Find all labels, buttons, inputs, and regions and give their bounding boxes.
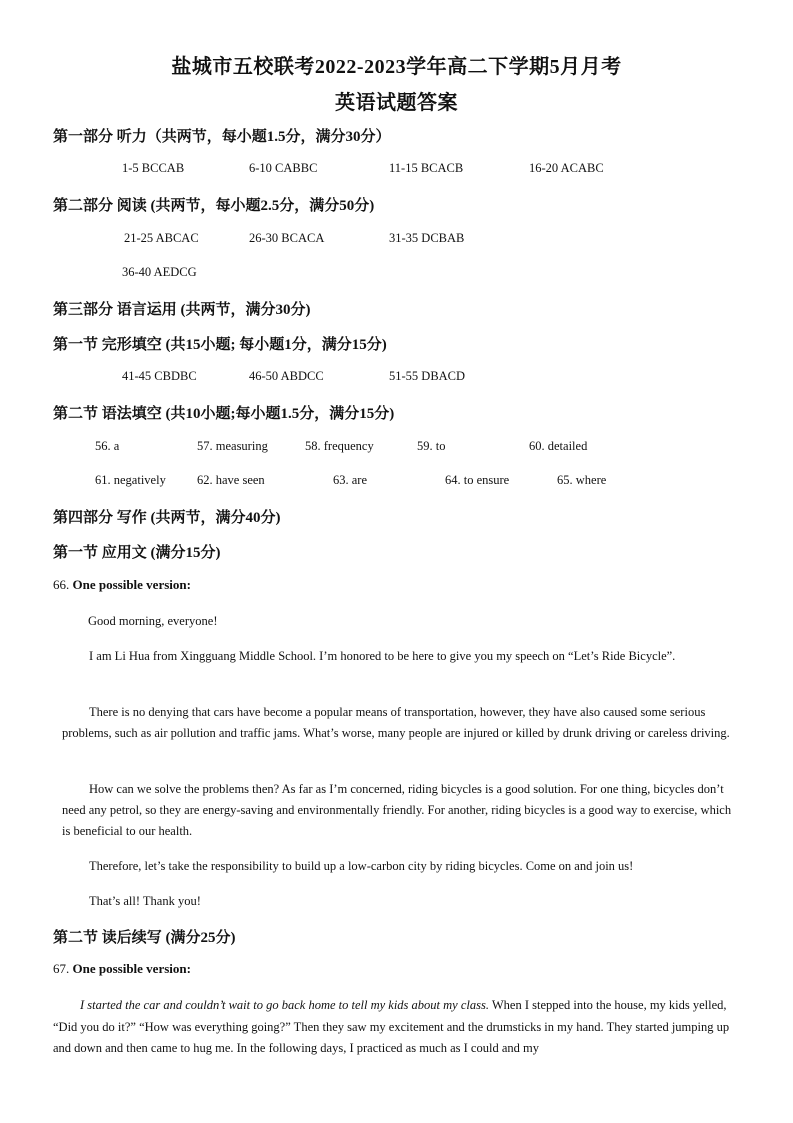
part3-section2-heading: 第二节 语法填空 (共10小题;每小题1.5分，满分15分) — [53, 406, 395, 422]
answer-group: 46-50 ABDCC — [249, 369, 324, 383]
answer-item: 56. a — [95, 439, 120, 453]
version-label: One possible version: — [72, 961, 191, 976]
document-title: 盐城市五校联考2022-2023学年高二下学期5月月考 — [171, 56, 622, 78]
answer-group: 6-10 CABBC — [249, 161, 318, 175]
essay-paragraph: I am Li Hua from Xingguang Middle School. I’m honored to be here to give you my speech on “Let’s Ride Bicycle”. — [89, 649, 676, 663]
answer-group: 51-55 DBACD — [389, 369, 466, 383]
answer-group: 31-35 DCBAB — [389, 231, 465, 245]
part3-heading: 第三部分 语言运用 (共两节，满分30分) — [53, 302, 311, 318]
continuation-text: When I stepped into the house, my kids yelled, “Did you do it?” “How was everything going?” Then they saw my excitement and the drumsticks in my hand. They started jumping up and down and then came to hug me. In the following days, I practiced as much as I could and my — [53, 998, 730, 1055]
question-number: 66. — [53, 577, 70, 592]
answer-group: 16-20 ACABC — [529, 161, 604, 175]
given-opening-sentence: I started the car and couldn’t wait to go back home to tell my kids about my class. — [80, 998, 489, 1012]
continuation-paragraph — [53, 995, 743, 1060]
answer-item: 63. are — [333, 473, 368, 487]
answer-item: 65. where — [557, 473, 607, 487]
question-66-label — [53, 577, 191, 593]
part4-section2-heading: 第二节 读后续写 (满分25分) — [53, 930, 236, 946]
answer-group: 11-15 BCACB — [389, 161, 464, 175]
question-67-label — [53, 961, 191, 977]
answer-item: 64. to ensure — [445, 473, 510, 487]
answer-group: 21-25 ABCAC — [124, 231, 199, 245]
essay-paragraph: Good morning, everyone! — [88, 614, 218, 628]
essay-paragraph: There is no denying that cars have become a popular means of transportation, however, they have also caused some serious problems, such as air pollution and traffic jams. What’s worse, many people are injured or killed by drunk driving or careless driving. — [62, 705, 730, 740]
part2-heading: 第二部分 阅读 (共两节，每小题2.5分，满分50分) — [53, 198, 375, 214]
answer-item: 61. negatively — [95, 473, 166, 487]
part3-section1-heading: 第一节 完形填空 (共15小题; 每小题1分，满分15分) — [53, 337, 387, 353]
answer-item: 59. to — [417, 439, 446, 453]
part4-section1-heading: 第一节 应用文 (满分15分) — [53, 545, 221, 561]
answer-item: 58. frequency — [305, 439, 374, 453]
part1-heading: 第一部分 听力（共两节，每小题1.5分，满分30分） — [53, 129, 391, 145]
answer-group: 26-30 BCACA — [249, 231, 325, 245]
answer-item: 57. measuring — [197, 439, 268, 453]
essay-paragraph: That’s all! Thank you! — [89, 894, 201, 908]
answer-item: 62. have seen — [197, 473, 265, 487]
essay-paragraph: Therefore, let’s take the responsibility to build up a low-carbon city by riding bicycles. Come on and join us! — [89, 859, 634, 873]
version-label: One possible version: — [72, 577, 191, 592]
part4-heading: 第四部分 写作 (共两节，满分40分) — [53, 510, 281, 526]
answer-group: 41-45 CBDBC — [122, 369, 197, 383]
answer-group: 1-5 BCCAB — [122, 161, 185, 175]
answer-group: 36-40 AEDCG — [122, 265, 197, 279]
essay-paragraph: How can we solve the problems then? As far as I’m concerned, riding bicycles is a good solution. For one thing, bicycles don’t need any petrol, so they are energy-saving and environmentally friendly. For another, riding bicycles is a good way to exercise, which is beneficial to our health. — [62, 782, 732, 838]
question-number: 67. — [53, 961, 70, 976]
document-subtitle: 英语试题答案 — [335, 92, 458, 114]
answer-item: 60. detailed — [529, 439, 588, 453]
